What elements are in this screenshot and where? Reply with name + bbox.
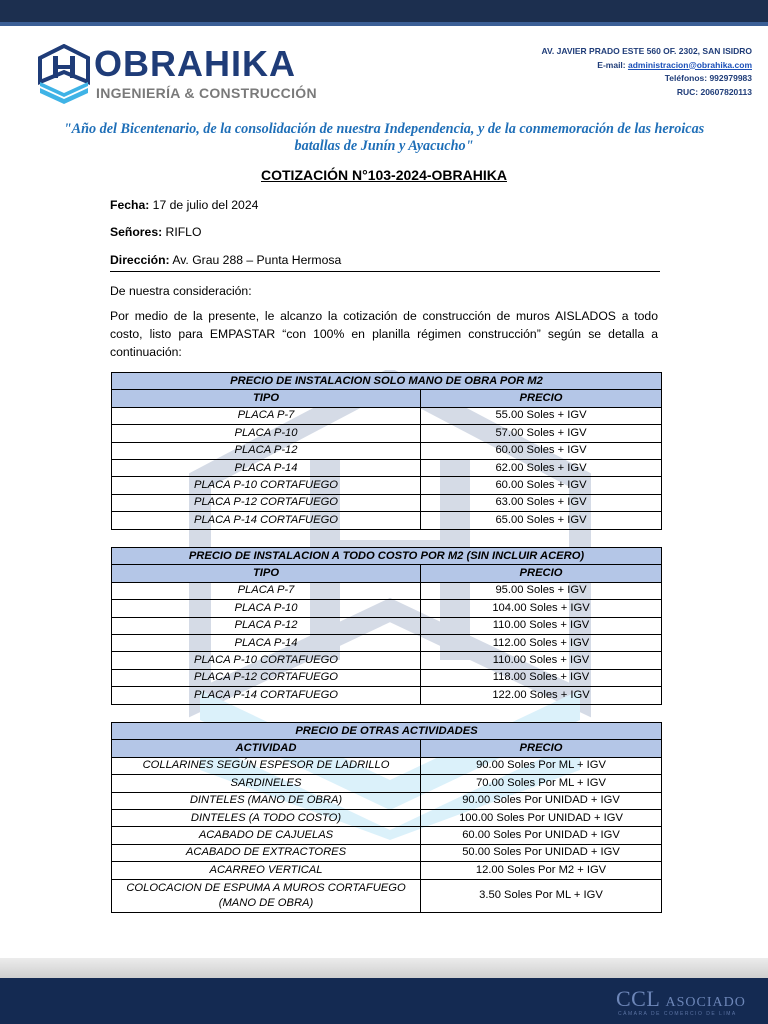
item-cell: PLACA P-7: [112, 407, 421, 424]
table-row: [112, 407, 662, 424]
table-row: [112, 617, 662, 634]
table-title-row: [112, 723, 662, 740]
column-header: PRECIO: [421, 390, 662, 407]
price-cell: 65.00 Soles + IGV: [421, 512, 662, 529]
column-header: PRECIO: [421, 565, 662, 582]
logo-icon: [38, 44, 90, 104]
table-row: [112, 687, 662, 704]
table-row: [112, 809, 662, 826]
item-cell: COLLARINES SEGÚN ESPESOR DE LADRILLO: [112, 757, 421, 774]
column-header: TIPO: [112, 565, 421, 582]
table-header-row: [112, 565, 662, 582]
table-row: [112, 442, 662, 459]
item-cell: PLACA P-10 CORTAFUEGO: [112, 652, 421, 669]
top-bar: [0, 0, 768, 22]
price-cell: 62.00 Soles + IGV: [421, 459, 662, 476]
table-row: [112, 477, 662, 494]
field-senores: [110, 225, 201, 239]
intro-paragraph: Por medio de la presente, le alcanzo la cotización de construcción de muros AISLADOS a todo costo, listo para EMPASTAR “con 100% en planilla régimen construcción” según se detalla a continuación:: [110, 309, 658, 359]
direccion-value: Av. Grau 288 – Punta Hermosa: [169, 253, 342, 267]
ccl-subtitle: CÁMARA DE COMERCIO DE LIMA: [618, 1011, 737, 1017]
item-cell: PLACA P-10 CORTAFUEGO: [112, 477, 421, 494]
footer-band: [0, 958, 768, 978]
ruc: RUC: 20607820113: [676, 86, 752, 97]
price-cell: 110.00 Soles + IGV: [421, 652, 662, 669]
price-cell: 118.00 Soles + IGV: [421, 669, 662, 686]
item-cell: PLACA P-12 CORTAFUEGO: [112, 669, 421, 686]
divider: [110, 271, 660, 272]
column-header: PRECIO: [421, 740, 662, 757]
item-cell: ACABADO DE EXTRACTORES: [112, 844, 421, 861]
table-row: [112, 600, 662, 617]
brand-name: OBRAHIKA: [94, 43, 296, 84]
table-row: [112, 775, 662, 792]
table-row: [112, 582, 662, 599]
senores-value: RIFLO: [162, 225, 202, 239]
price-cell: 50.00 Soles Por UNIDAD + IGV: [421, 844, 662, 861]
table-row: [112, 792, 662, 809]
table-row: [112, 634, 662, 651]
contact-block: [541, 45, 752, 99]
item-cell: PLACA P-14: [112, 459, 421, 476]
table-title: PRECIO DE OTRAS ACTIVIDADES: [112, 723, 662, 740]
top-bar-accent: [0, 22, 768, 26]
email-link[interactable]: administracion@obrahika.com: [627, 59, 752, 70]
price-cell: 104.00 Soles + IGV: [421, 600, 662, 617]
direccion-label: Dirección:: [110, 253, 170, 267]
price-cell: 122.00 Soles + IGV: [421, 687, 662, 704]
price-table-full-cost: [111, 547, 662, 705]
ccl-logo: [616, 986, 746, 1012]
price-cell: 55.00 Soles + IGV: [421, 407, 662, 424]
brand-subtitle: INGENIERÍA & CONSTRUCCIÓN: [96, 85, 317, 101]
table-title-row: [112, 548, 662, 565]
table-row: [112, 494, 662, 511]
price-cell: 100.00 Soles Por UNIDAD + IGV: [421, 809, 662, 826]
price-cell: 90.00 Soles Por ML + IGV: [421, 757, 662, 774]
item-cell: PLACA P-12: [112, 617, 421, 634]
field-fecha: [110, 198, 258, 212]
item-cell: PLACA P-7: [112, 582, 421, 599]
item-cell: PLACA P-10: [112, 425, 421, 442]
ccl-text: CCL: [616, 986, 660, 1011]
item-cell: PLACA P-12: [112, 442, 421, 459]
table-row: [112, 669, 662, 686]
price-cell: 12.00 Soles Por M2 + IGV: [421, 862, 662, 879]
item-cell: COLOCACION DE ESPUMA A MUROS CORTAFUEGO (MANO DE OBRA): [112, 879, 421, 912]
item-cell: PLACA P-10: [112, 600, 421, 617]
item-cell: ACABADO DE CAJUELAS: [112, 827, 421, 844]
price-cell: 60.00 Soles + IGV: [421, 442, 662, 459]
item-cell: DINTELES (MANO DE OBRA): [112, 792, 421, 809]
address: AV. JAVIER PRADO ESTE 560 OF. 2302, SAN ISIDRO: [541, 46, 752, 56]
fecha-value: 17 de julio del 2024: [149, 198, 259, 212]
table-row: [112, 862, 662, 879]
column-header: ACTIVIDAD: [112, 740, 421, 757]
greeting: De nuestra consideración:: [110, 284, 252, 298]
table-title-row: [112, 373, 662, 390]
item-cell: SARDINELES: [112, 775, 421, 792]
table-row: [112, 512, 662, 529]
price-cell: 110.00 Soles + IGV: [421, 617, 662, 634]
item-cell: PLACA P-12 CORTAFUEGO: [112, 494, 421, 511]
table-row: [112, 844, 662, 861]
table-header-row: [112, 390, 662, 407]
table-row: [112, 652, 662, 669]
price-cell: 57.00 Soles + IGV: [421, 425, 662, 442]
table-row: [112, 879, 662, 912]
price-cell: 3.50 Soles Por ML + IGV: [421, 879, 662, 912]
price-cell: 90.00 Soles Por UNIDAD + IGV: [421, 792, 662, 809]
price-table-labor: [111, 372, 662, 530]
item-cell: ACARREO VERTICAL: [112, 862, 421, 879]
price-cell: 63.00 Soles + IGV: [421, 494, 662, 511]
senores-label: Señores:: [110, 225, 163, 239]
table-title: PRECIO DE INSTALACION A TODO COSTO POR M2 (SIN INCLUIR ACERO): [112, 548, 662, 565]
price-cell: 112.00 Soles + IGV: [421, 634, 662, 651]
document-title: COTIZACIÓN N°103-2024-OBRAHIKA: [261, 167, 507, 183]
ccl-asociado: ASOCIADO: [665, 995, 746, 1010]
item-cell: PLACA P-14 CORTAFUEGO: [112, 512, 421, 529]
motto: "Año del Bicentenario, de la consolidación de nuestra Independencia, y de la conmemoración de las heroicas batallas de Junín y Ayacucho": [63, 121, 705, 154]
field-direccion: [110, 253, 341, 267]
item-cell: PLACA P-14: [112, 634, 421, 651]
table-title: PRECIO DE INSTALACION SOLO MANO DE OBRA POR M2: [112, 373, 662, 390]
price-cell: 60.00 Soles + IGV: [421, 477, 662, 494]
phones: Teléfonos: 992979983: [664, 73, 752, 83]
table-row: [112, 827, 662, 844]
item-cell: PLACA P-14 CORTAFUEGO: [112, 687, 421, 704]
table-header-row: [112, 740, 662, 757]
price-cell: 60.00 Soles Por UNIDAD + IGV: [421, 827, 662, 844]
table-row: [112, 757, 662, 774]
price-table-other: [111, 722, 662, 913]
fecha-label: Fecha:: [110, 198, 150, 212]
table-row: [112, 459, 662, 476]
column-header: TIPO: [112, 390, 421, 407]
price-cell: 95.00 Soles + IGV: [421, 582, 662, 599]
email-label: E-mail:: [597, 59, 628, 70]
table-row: [112, 425, 662, 442]
item-cell: DINTELES (A TODO COSTO): [112, 809, 421, 826]
price-cell: 70.00 Soles Por ML + IGV: [421, 775, 662, 792]
